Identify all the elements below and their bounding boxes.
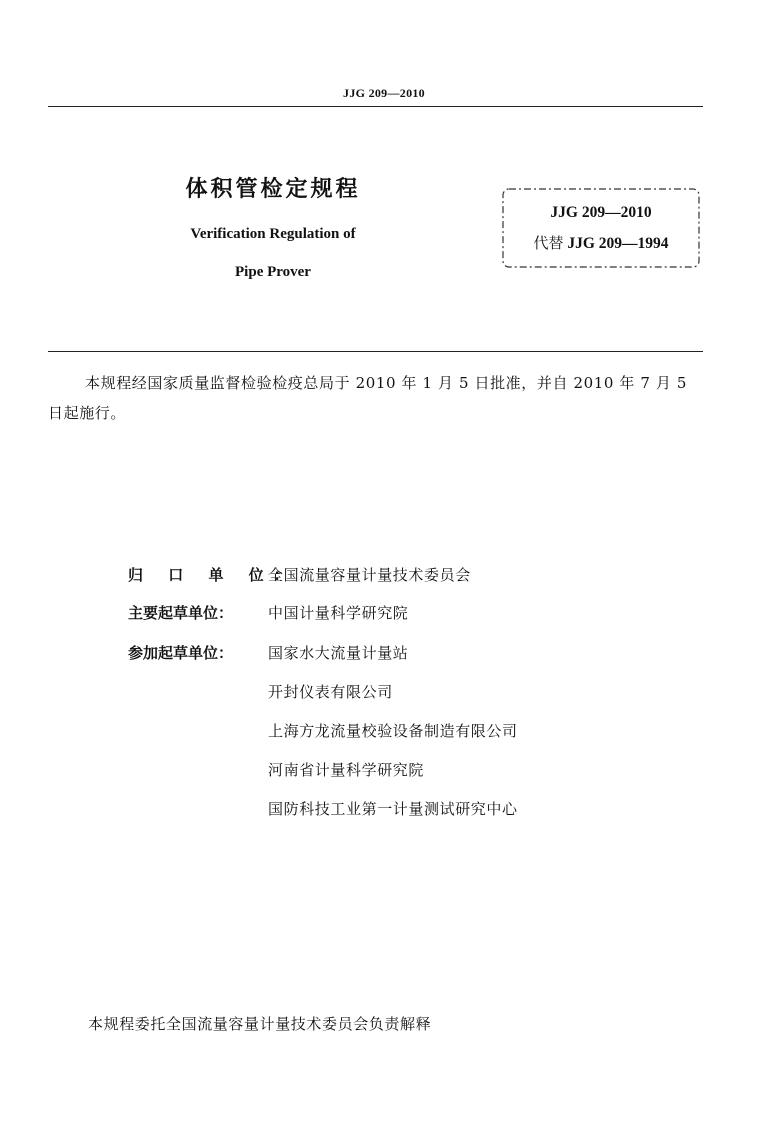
org-value-main-drafter: 中国计量科学研究院 [268, 604, 409, 622]
standard-code: JJG 209—2010 [550, 204, 652, 221]
org-value-participating-5: 国防科技工业第一计量测试研究中心 [268, 800, 518, 818]
replaces-prefix: 代替 [533, 234, 564, 252]
org-row-responsible [128, 562, 471, 588]
replaced-standard-code: JJG 209—1994 [567, 235, 669, 252]
standard-code-box [500, 186, 702, 270]
org-row-main-drafter [128, 600, 408, 626]
org-value-responsible: 全国流量容量计量技术委员会 [268, 566, 471, 584]
org-value-participating-4: 河南省计量科学研究院 [268, 761, 425, 779]
org-label-main-drafter: 主要起草单位： [128, 604, 234, 622]
org-value-participating-2: 开封仪表有限公司 [268, 683, 393, 701]
decorative-border [500, 186, 702, 270]
document-title-chinese: 体积管检定规程 [185, 177, 361, 202]
approval-statement: 本规程经国家质量监督检验检疫总局于 2010 年 1 月 5 日批准，并自 2010 年 7 月 5 日起施行。 [48, 374, 687, 422]
org-value-participating-1: 国家水大流量计量站 [268, 644, 409, 662]
org-row-participating [128, 640, 408, 666]
org-label-responsible: 归 口 单 位： [128, 566, 299, 584]
interpretation-note: 本规程委托全国流量容量计量技术委员会负责解释 [88, 1015, 432, 1033]
title-divider [48, 351, 703, 352]
header-divider [48, 106, 703, 107]
org-value-participating-3: 上海方龙流量校验设备制造有限公司 [268, 722, 518, 740]
document-title-english-line2: Pipe Prover [235, 264, 311, 280]
org-label-participating: 参加起草单位： [128, 644, 234, 662]
document-title-english-line1: Verification Regulation of [190, 226, 356, 242]
replaces-code [500, 232, 702, 253]
header-standard-code: JJG 209—2010 [343, 86, 425, 100]
